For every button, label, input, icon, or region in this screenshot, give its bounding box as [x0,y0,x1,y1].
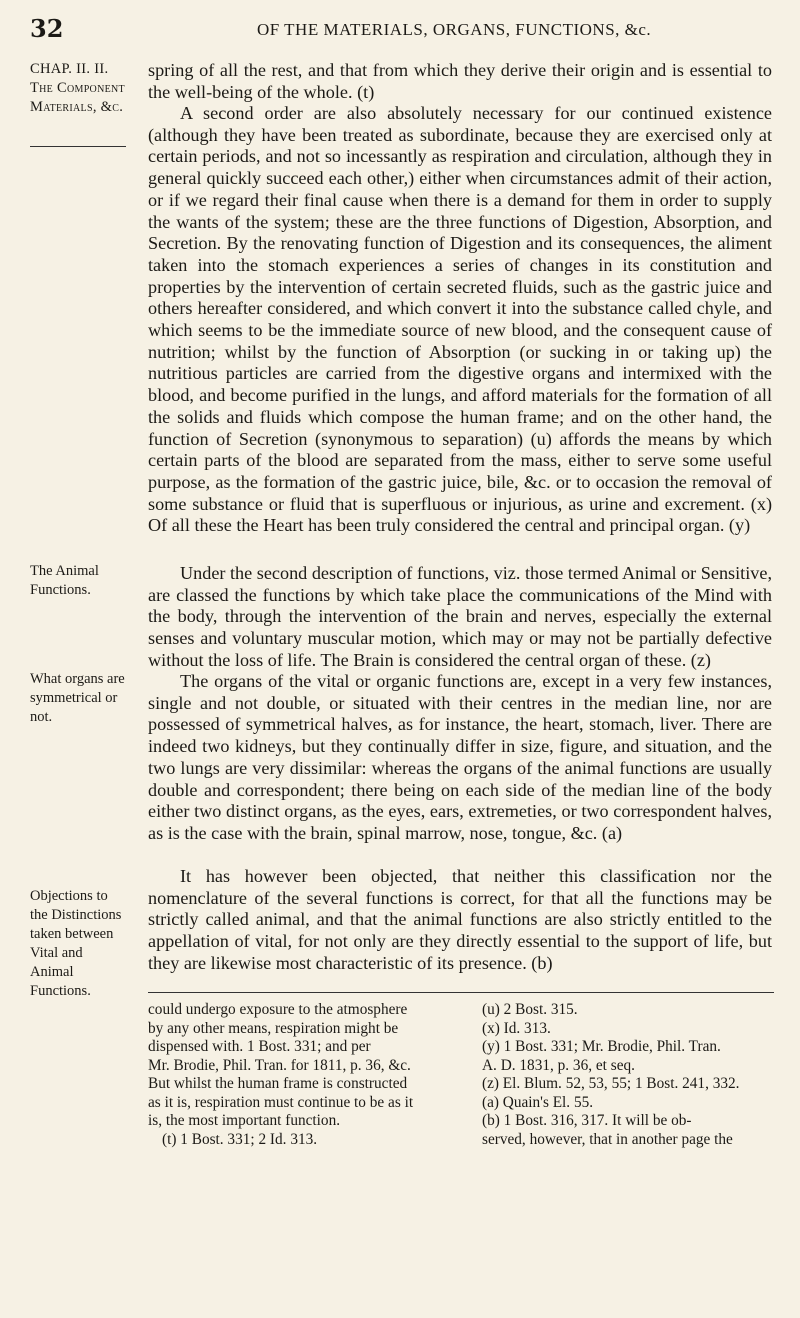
running-title: OF THE MATERIALS, ORGANS, FUNCTIONS, &c. [257,20,652,39]
paragraph-second-order-functions: A second order are also absolutely necessary for our continued existence (although they have been treated as subordinate, because they are exercised only at certain periods, and not so incessantly as respiration and circulation, although they in general quickly succeed each other,) either when circumstances admit of their action, or if we regard their final cause when there is a demand for them in order to supply the wants of the system; these are the three functions of Digestion, Absorption, and Secretion. By the renovating function of Digestion and its consequences, the aliment taken into the stomach experiences a series of changes in its constitution and properties by the intervention of certain secreted fluids, such as the gastric juice and others hereafter considered, and which convert it into the substance called chyle, and which seems to be the immediate source of new blood, and the consequent cause of nutrition; whilst by the function of Absorption (or sucking in or taking up) the nutritious particles are carried from the digestive organs and intermixed with the blood, and become purified in the lungs, and afford materials for the formation of all the solids and fluids which compose the human frame; and on the other hand, the function of Secretion (synonymous to separation) (u) affords the means by which certain parts of the blood are separated from the mass, either to serve some useful purpose, as the formation of the gastric juice, bile, &c. or to occasion the removal of some substance or fluid that is superfluous or injurious, as urine and excrement. (x) Of all these the Heart has been truly considered the central and principal organ. (y) [148,103,772,536]
footnote-line: by any other means, respiration might be [148,1019,399,1037]
footnote-line: (y) 1 Bost. 331; Mr. Brodie, Phil. Tran. [482,1038,721,1055]
margin-rule [30,146,126,147]
footnote-line: Mr. Brodie, Phil. Tran. for 1811, p. 36, &c. [148,1056,411,1074]
margin-note-symmetrical-organs: What organs are symmetrical or not. [30,671,125,725]
footnote-line: (b) 1 Bost. 316, 317. It will be ob- [482,1112,692,1129]
footnote-line: served, however, that in another page the [482,1130,733,1148]
footnote-line: is, the most important function. [148,1112,341,1129]
footnote-line: (t) 1 Bost. 331; 2 Id. 313. [162,1130,318,1148]
footnote-line: dispensed with. 1 Bost. 331; and per [148,1038,371,1055]
paragraph-opening: spring of all the rest, and that from which they derive their origin and is essential to the well-being of the whole. (t) [148,60,772,102]
footnote-line: But whilst the human frame is constructed [148,1075,408,1092]
footnotes-left-column [148,1001,468,1149]
footnote-line: as it is, respiration must continue to be as it [148,1093,414,1111]
margin-note-objections: Objections to the Distinctions taken between Vital and Animal Functions. [30,888,122,999]
paragraph-organ-symmetry: The organs of the vital or organic functions are, except in a very few instances, single and not double, or situated with their centres in the median line, nor are possessed of symmetrical halves, as for instance, the heart, stomach, liver. There are indeed two kidneys, but they continually differ in size, figure, and situation, and the two lungs are very dissimilar: whereas the organs of the animal functions are usually double and correspondent; there being on each side of the median line of the body either two distinct organs, as the eyes, ears, extremeties, or two correspondent halves, as is the case with the brain, spinal marrow, nose, tongue, &c. (a) [148,671,772,843]
footnote-line: (a) Quain's El. 55. [482,1093,594,1111]
footnote-line: could undergo exposure to the atmosphere [148,1001,408,1018]
footnote-line: (u) 2 Bost. 315. [482,1001,578,1018]
footnotes [148,1001,778,1149]
paragraph-animal-functions: Under the second description of functions, viz. those termed Animal or Sensitive, are classed the functions by which take place the communications of the Mind with the body, through the intervention of the brain and nerves, especially the external senses and voluntary muscular motion, which may or may not be partially defective without the loss of life. The Brain is considered the central organ of these. (z) [148,563,772,670]
footnote-line: (x) Id. 313. [482,1019,551,1037]
footnote-line: A. D. 1831, p. 36, et seq. [482,1056,635,1074]
footnotes-right-column [482,1001,778,1149]
paragraph-objections: It has however been objected, that neither this classification nor the nomenclature of the several functions is correct, for that all the functions may be strictly called animal, and that the animal functions are also strictly entitled to the appellation of vital, for not only are they directly essential to the support of life, but they are likewise most characteristic of its presence. (b) [148,866,772,973]
footnote-line: (z) El. Blum. 52, 53, 55; 1 Bost. 241, 332. [482,1075,740,1092]
page-number: 32 [30,14,64,43]
footnote-rule [148,992,774,993]
margin-note-animal-functions: The Animal Functions. [30,563,99,598]
margin-note-chapter: CHAP. II. II. The Component Materials, &c. [30,61,125,115]
page-header [30,14,790,44]
